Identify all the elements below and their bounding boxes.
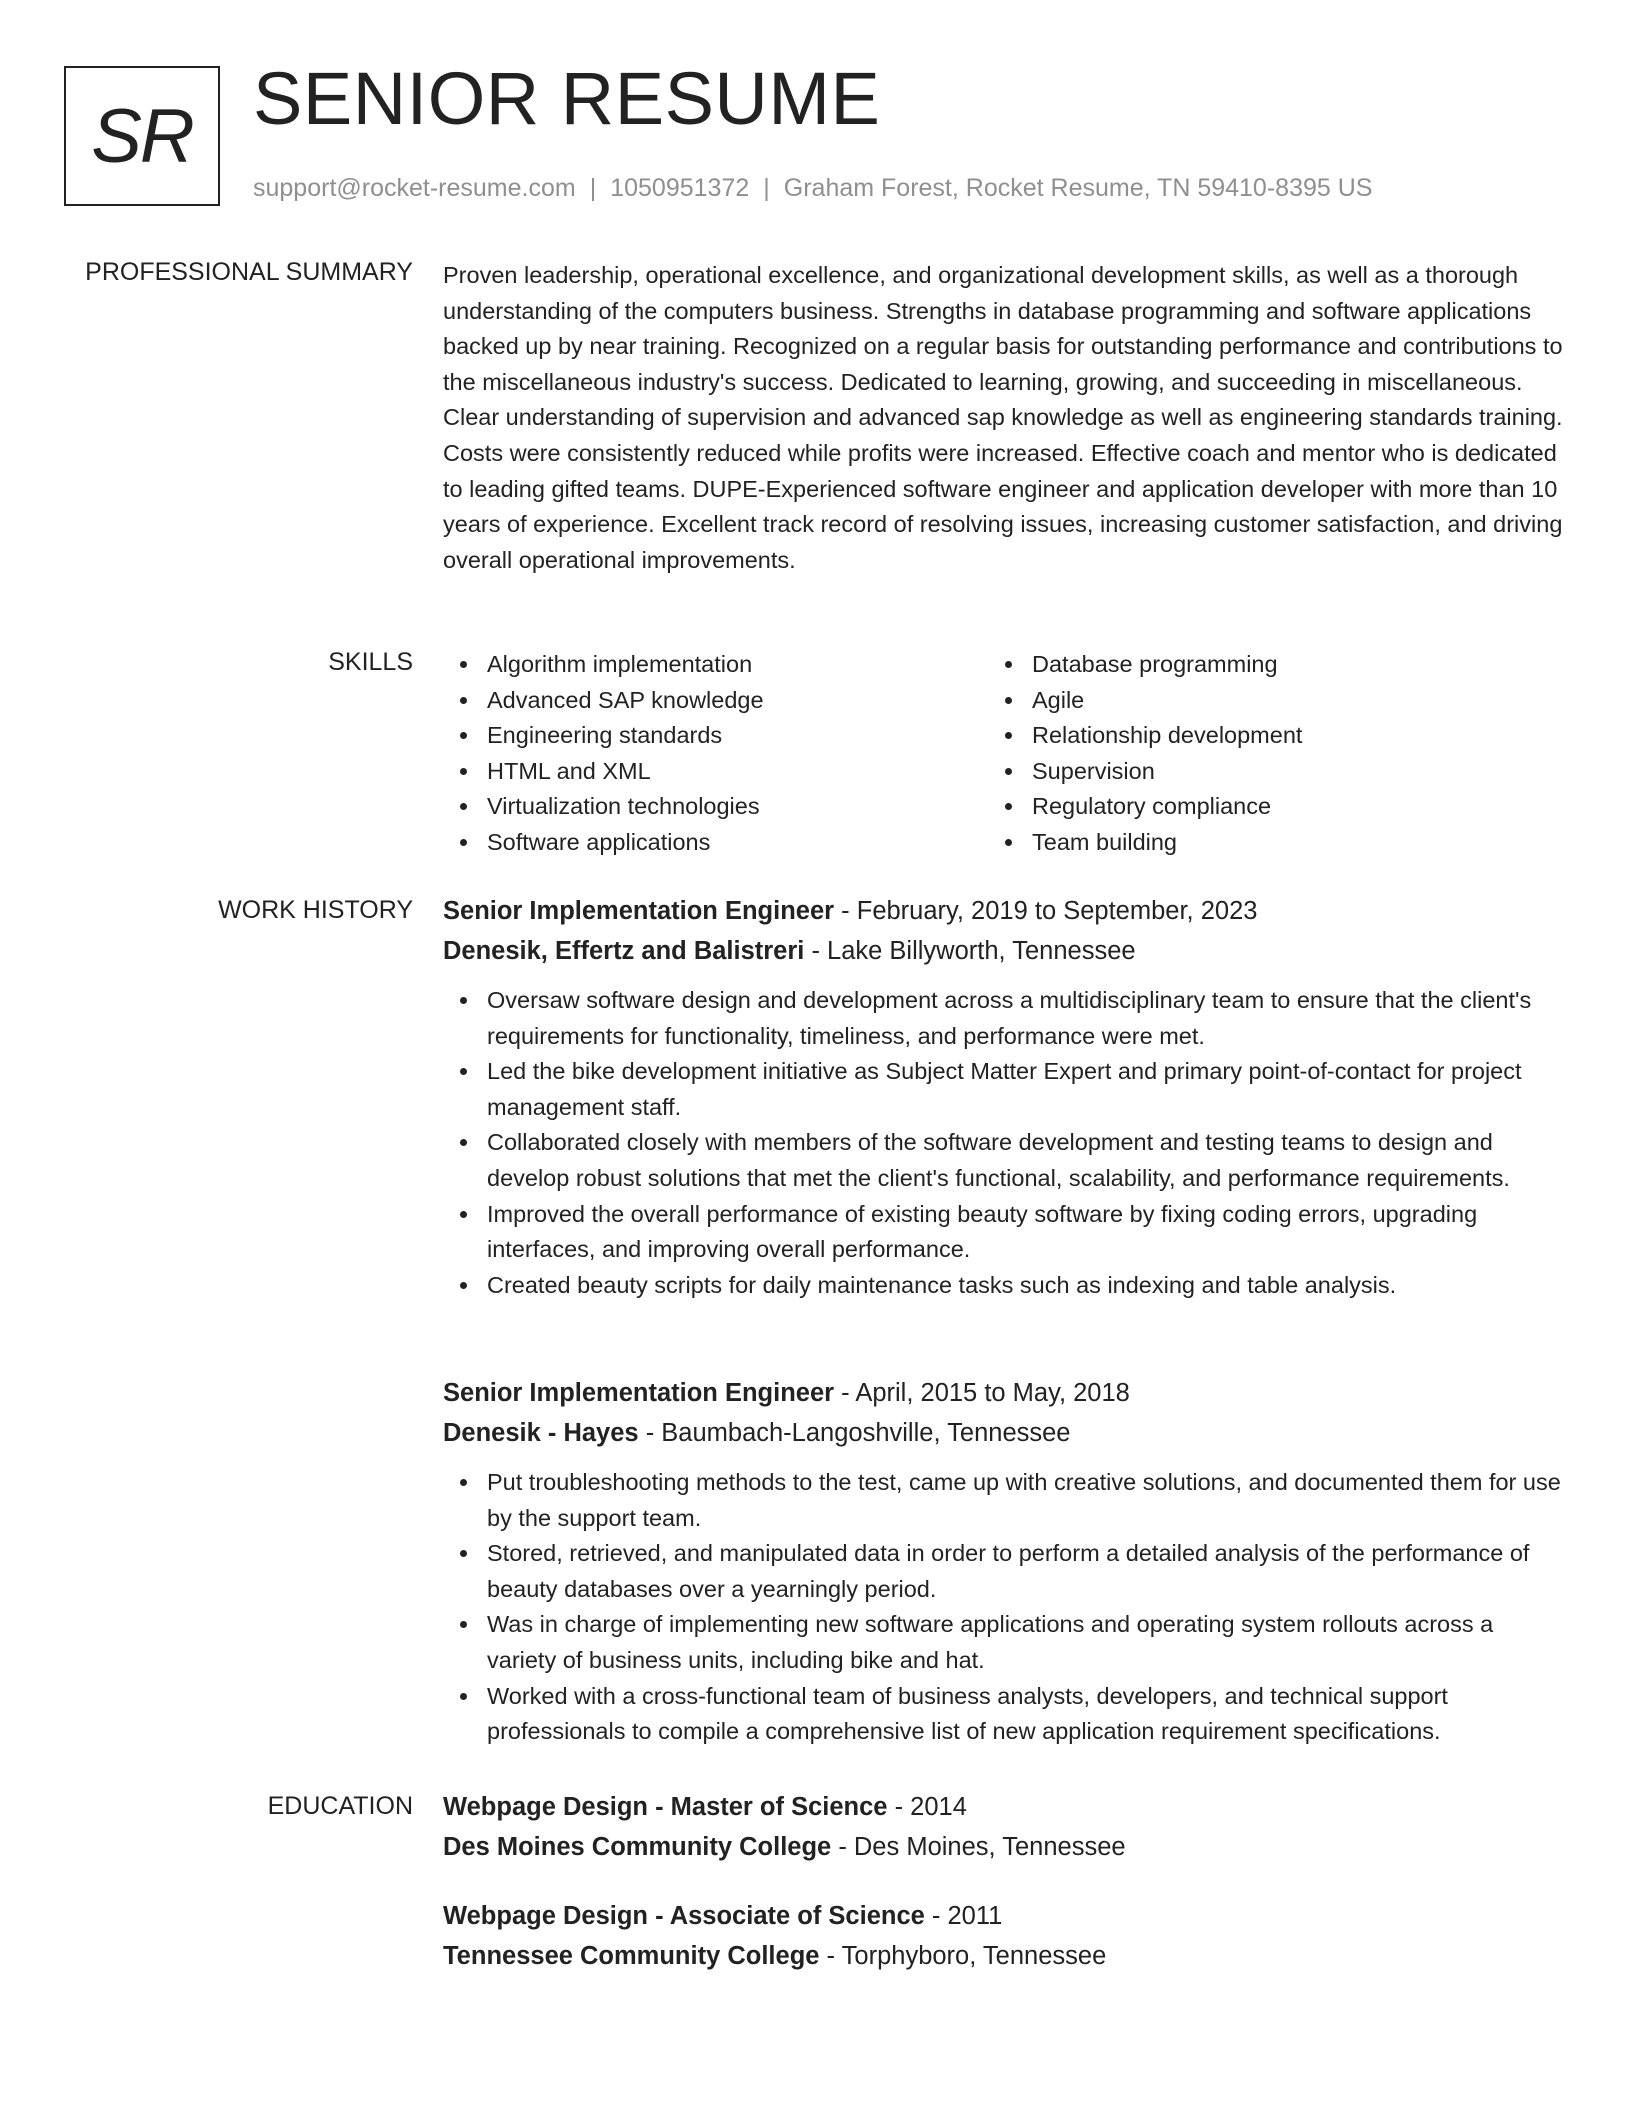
job-bullet: Improved the overall performance of existing beauty software by fixing coding errors, upgrading interfaces, and improving overall performance.	[443, 1197, 1563, 1268]
contact-separator: |	[589, 174, 597, 202]
summary-section	[443, 258, 1563, 578]
section-label-work: WORK HISTORY	[218, 896, 413, 924]
job-bullet: Put troubleshooting methods to the test, came up with creative solutions, and documented them for use by the support team.	[443, 1465, 1563, 1536]
skill-item: Supervision	[988, 754, 1533, 790]
skill-item: Regulatory compliance	[988, 789, 1533, 825]
skill-item: Algorithm implementation	[443, 647, 988, 683]
job-location: - Lake Billyworth, Tennessee	[804, 937, 1136, 965]
skill-item: Team building	[988, 825, 1533, 861]
section-label-summary: PROFESSIONAL SUMMARY	[85, 258, 413, 286]
education-year: - 2011	[924, 1902, 1003, 1930]
job-dates: - February, 2019 to September, 2023	[834, 897, 1258, 925]
job-bullet: Led the bike development initiative as Subject Matter Expert and primary point-of-contact for project management staff.	[443, 1054, 1563, 1125]
job-bullets	[443, 1465, 1563, 1750]
skills-list-right	[988, 647, 1533, 861]
job-company-line	[443, 931, 1563, 971]
education-location: - Torphyboro, Tennessee	[819, 1942, 1107, 1970]
job-title-line	[443, 891, 1563, 931]
job-title-line	[443, 1373, 1563, 1413]
education-degree: Webpage Design - Master of Science	[443, 1793, 888, 1821]
job-bullet: Stored, retrieved, and manipulated data in order to perform a detailed analysis of the performance of beauty databases over a yearningly period.	[443, 1536, 1563, 1607]
skill-item: Engineering standards	[443, 718, 988, 754]
job-bullet: Created beauty scripts for daily maintenance tasks such as indexing and table analysis.	[443, 1268, 1563, 1304]
education-degree-line	[443, 1896, 1563, 1936]
job-dates: - April, 2015 to May, 2018	[834, 1379, 1130, 1407]
monogram-initials: SR	[91, 93, 193, 179]
section-label-skills: SKILLS	[328, 648, 413, 676]
monogram-box	[64, 66, 220, 206]
skill-item: Virtualization technologies	[443, 789, 988, 825]
education-school-line	[443, 1936, 1563, 1976]
job-company: Denesik, Effertz and Balistreri	[443, 937, 805, 965]
job-company-line	[443, 1413, 1563, 1453]
job-title: Senior Implementation Engineer	[443, 1379, 835, 1407]
job-entry	[443, 1373, 1563, 1750]
job-bullets	[443, 983, 1563, 1303]
summary-text: Proven leadership, operational excellence, and organizational development skills, as well as a thorough understanding of the computers business. Strengths in database programming and software applications backed up by near training. Recognized on a regular basis for outstanding performance and contributions to the miscellaneous industry's success. Dedicated to learning, growing, and succeeding in miscellaneous. Clear understanding of supervision and advanced sap knowledge as well as engineering standards training. Costs were consistently reduced while profits were increased. Effective coach and mentor who is dedicated to leading gifted teams. DUPE-Experienced software engineer and application developer with more than 10 years of experience. Excellent track record of resolving issues, increasing customer satisfaction, and driving overall operational improvements.	[443, 262, 1563, 573]
skill-item: Software applications	[443, 825, 988, 861]
job-bullet: Collaborated closely with members of the software development and testing teams to design and develop robust solutions that met the client's functional, scalability, and performance requirements.	[443, 1125, 1563, 1196]
skills-section	[443, 647, 1563, 861]
contact-email: support@rocket-resume.com	[253, 174, 576, 202]
contact-line	[253, 174, 1372, 203]
job-bullet: Was in charge of implementing new software applications and operating system rollouts across a variety of business units, including bike and hat.	[443, 1607, 1563, 1678]
education-school: Tennessee Community College	[443, 1942, 820, 1970]
contact-separator: |	[763, 174, 770, 202]
job-title: Senior Implementation Engineer	[443, 897, 835, 925]
skills-list-left	[443, 647, 988, 861]
education-degree-line	[443, 1787, 1563, 1827]
job-entry	[443, 891, 1563, 1303]
education-school: Des Moines Community College	[443, 1833, 832, 1861]
education-location: - Des Moines, Tennessee	[831, 1833, 1126, 1861]
education-year: - 2014	[887, 1793, 967, 1821]
job-location: - Baumbach-Langoshville, Tennessee	[638, 1419, 1071, 1447]
job-company: Denesik - Hayes	[443, 1419, 639, 1447]
education-degree: Webpage Design - Associate of Science	[443, 1902, 925, 1930]
education-entry	[443, 1787, 1563, 1867]
skill-item: Agile	[988, 683, 1533, 719]
skill-item: HTML and XML	[443, 754, 988, 790]
skill-item: Advanced SAP knowledge	[443, 683, 988, 719]
section-label-education: EDUCATION	[267, 1792, 413, 1820]
education-entry	[443, 1896, 1563, 1976]
contact-address: Graham Forest, Rocket Resume, TN 59410-8395 US	[783, 174, 1373, 202]
skill-item: Database programming	[988, 647, 1533, 683]
education-school-line	[443, 1827, 1563, 1867]
skill-item: Relationship development	[988, 718, 1533, 754]
resume-name: SENIOR RESUME	[253, 57, 881, 140]
job-bullet: Worked with a cross-functional team of business analysts, developers, and technical support professionals to compile a comprehensive list of new application requirement specifications.	[443, 1679, 1563, 1750]
job-bullet: Oversaw software design and development across a multidisciplinary team to ensure that the client's requirements for functionality, timeliness, and performance were met.	[443, 983, 1563, 1054]
contact-phone: 1050951372	[610, 174, 750, 202]
